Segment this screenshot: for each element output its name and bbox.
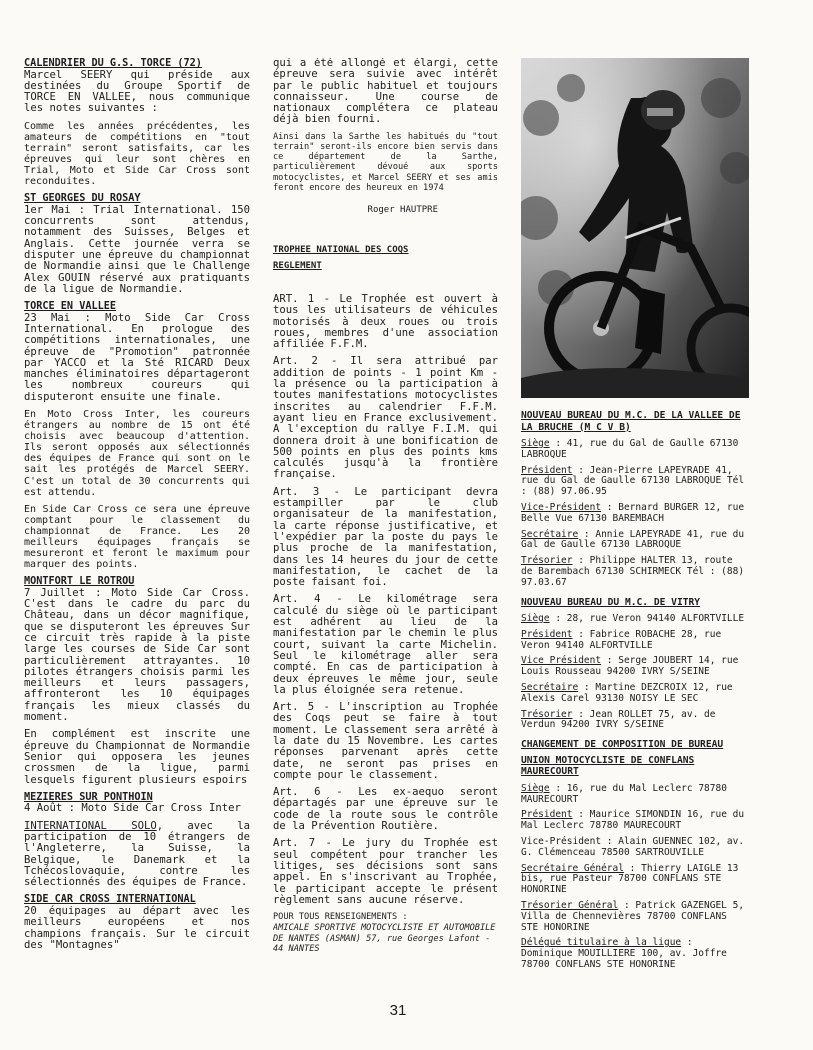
- bureau-entry: [521, 784, 749, 806]
- bureau-role-label: Président: [521, 464, 573, 476]
- inline-title: INTERNATIONAL SOLO: [24, 819, 157, 832]
- motorcycle-rider-image: [521, 58, 749, 398]
- bureau-entry: [521, 556, 749, 588]
- section-title: ST GEORGES DU ROSAY: [24, 193, 141, 205]
- bureau-role-text: : Jean ROLLET 75, av. de Verdun 94200 IVRY S/SEINE: [521, 708, 716, 731]
- bureau-entry: [521, 656, 749, 678]
- bureau-role-label: Président: [521, 628, 573, 640]
- bureau-role-label: Secrétaire: [521, 682, 579, 694]
- bureau-role-text: : Dominique MOUILLIERE 100, av. Joffre 78700 CONFLANS STE HONORINE: [521, 937, 727, 970]
- section-title: CHANGEMENT DE COMPOSITION DE BUREAU: [521, 739, 724, 751]
- paragraph: 20 équipages au départ avec les meilleurs européens et nos champions français. Sur le circuit des "Montagnes": [24, 904, 250, 951]
- bureau-role-text: : 16, rue du Mal Leclerc 78780 MAURECOURT: [521, 782, 727, 805]
- bureau-role-label: Trésorier: [521, 708, 573, 720]
- paragraph: Comme les années précédentes, les amateurs de compétitions en "tout terrain" seront satisfaits, car les épreuves qui leur sont chères en Trial, Moto et Side Car Cross sont reconduites.: [24, 120, 250, 188]
- bureau-entry: [521, 439, 749, 461]
- section-title: TROPHEE NATIONAL DES COQS: [273, 245, 409, 255]
- article: Art. 3 - Le participant devra estampiller par le club organisateur de la manifestation, la carte réponse justificative, et l'expédier par la poste du pays le plus proche de la manifestation, dans les 14 heures du jour de cette manifestation, le cachet de la poste faisant foi.: [273, 485, 498, 589]
- bureau-role-text: Vice-Président : Alain GUENNEC 102, av. G. Clémenceau 78500 SARTROUVILLE: [521, 835, 745, 858]
- paragraph: 23 Mai : Moto Side Car Cross International. En prologue des compétitions internationales, une épreuve de "Promotion" patronnée par YACCO et la Sté RICARD Deux manches éliminatoires départageront les nombreux coureurs qui disputeront ensuite une finale.: [24, 311, 250, 403]
- bureau-role-text: : Bernard BURGER 12, rue Belle Vue 67130 BAREMBACH: [521, 501, 745, 524]
- paragraph: 7 Juillet : Moto Side Car Cross. C'est dans le cadre du parc du Château, dans un décor magnifique, que se disputeront les épreuves Sur ce circuit très rapide à la piste large les courses de Side Car sont particulièrement attrayantes. 10 pilotes étrangers choisis parmi les meilleurs et leurs passagers, affronteront les 10 équipages français les mieux classés du moment.: [24, 586, 250, 724]
- bureau-entry: [521, 864, 749, 896]
- article: Art. 4 - Le kilométrage sera calculé du siège où le participant est adhérent au lieu de la manifestation par le chemin le plus court, suivant la carte Michelin. Seul le kilométrage aller sera compté. En cas de participation à deux épreuves le même jour, seule la plus éloignée sera retenue.: [273, 593, 498, 696]
- section-title: CALENDRIER DU G.S. TORCE (72): [24, 58, 202, 69]
- bureau-role-text: : Patrick GAZENGEL 5, Villa de Chennevières 78700 CONFLANS STE HONORINE: [521, 899, 745, 933]
- section-title: SIDE CAR CROSS INTERNATIONAL: [24, 894, 196, 906]
- section-title: NOUVEAU BUREAU DU M.C. DE VITRY: [521, 596, 701, 608]
- inline-text: , avec la participation de 10 étrangers de l'Angleterre, la Suisse, la Belgique, le Danemark et la Tchécoslovaquie, contre les sélectionnés des équipes de France.: [24, 819, 250, 889]
- bureau-entry: [521, 683, 749, 705]
- bureau-list: [521, 614, 749, 731]
- bureau-role-label: Secrétaire Général: [521, 862, 624, 874]
- paragraph: 4 Août : Moto Side Car Cross Inter: [24, 802, 241, 815]
- bureau-entry: [521, 837, 749, 859]
- section-title: MEZIERES SUR PONTHOIN: [24, 791, 153, 803]
- bureau-role-text: : Fabrice ROBACHE 28, rue Veron 94140 ALFORTVILLE: [521, 628, 722, 651]
- article: Art. 7 - Le jury du Trophée est seul compétent pour trancher les litiges, ses décisions sont sans appel. En s'inscrivant au Trophée, le participant accepte le présent règlement sans aucune réserve.: [273, 837, 498, 906]
- bureau-role-label: Trésorier: [521, 555, 573, 567]
- paragraph: En complément est inscrite une épreuve du Championnat de Normandie Senior qui opposera les jeunes crossmen de la ligue, parmi lesquels figurent plusieurs espoirs: [24, 728, 250, 786]
- article: Art. 6 - Les ex-aequo seront départagés par une épreuve sur le code de la route sous le contrôle de la Prévention Routière.: [273, 786, 498, 833]
- column-left: [24, 58, 250, 1003]
- bureau-entry: [521, 530, 749, 552]
- paragraph: Ainsi dans la Sarthe les habitués du "tout terrain" seront-ils encore bien servis dans ce département de la Sarthe, particulièrement dévoué aux sports motocyclistes, et Marcel SEERY et ses amis feront encore des heureux en 1974: [273, 131, 498, 193]
- bureau-role-text: : Thierry LAIGLE 13 bis, rue Pasteur 78700 CONFLANS STE HONORINE: [521, 862, 739, 896]
- section-subtitle: UNION MOTOCYCLISTE DE CONFLANS MAURECOURT: [521, 754, 695, 778]
- bureau-role-label: Siège: [521, 782, 550, 794]
- column-middle: [273, 58, 498, 1003]
- section-title: TORCE EN VALLEE: [24, 301, 117, 313]
- paragraph: [24, 821, 250, 889]
- bureau-role-text: : Serge JOUBERT 14, rue Louis Rousseau 94200 IVRY S/SEINE: [521, 655, 739, 678]
- bureau-role-label: Vice-Président: [521, 501, 602, 513]
- bureau-entry: [521, 614, 749, 625]
- bureau-entry: [521, 503, 749, 525]
- bureau-role-text: : Maurice SIMONDIN 16, rue du Mal Leclerc 78780 MAURECOURT: [521, 809, 745, 832]
- paragraph: En Moto Cross Inter, les coureurs étrangers au nombre de 15 ont été choisis avec beaucoup d'attention. Ils seront opposés aux sélectionnés des équipes de France qui sont on le sait les protégés de Marcel SEERY. C'est un total de 30 concurrents qui est attendu.: [24, 409, 250, 498]
- bureau-role-label: Trésorier Général: [521, 899, 619, 911]
- bureau-role-label: Président: [521, 809, 573, 821]
- bureau-entry: [521, 901, 749, 933]
- author-signature: Roger HAUTPRE: [367, 205, 438, 215]
- page-number: 31: [389, 1002, 407, 1019]
- paragraph: Marcel SEERY qui préside aux destinées du Groupe Sportif de TORCE EN VALLEE, nous communique les notes suivantes :: [24, 68, 250, 115]
- bureau-role-label: Délégué titulaire à la ligue: [521, 937, 682, 949]
- bureau-list: [521, 784, 749, 971]
- section-title: MONTFORT LE ROTROU: [24, 576, 135, 588]
- bureau-role-text: : 41, rue du Gal de Gaulle 67130 LABROQUE: [521, 438, 739, 460]
- article: ART. 1 - Le Trophée est ouvert à tous les utilisateurs de véhicules motorisés à deux roues ou trois roues, membres d'une association affiliée F.F.M.: [273, 293, 498, 351]
- section-subtitle: REGLEMENT: [273, 260, 322, 271]
- paragraph: 1er Mai : Trial International. 150 concurrents sont attendus, notamment des Suisses, Belges et Anglais. Cette journée verra se disputer une épreuve du championnat de Normandie ainsi que le Challenge Alex GOUIN réservé aux pratiquants de la ligue de Normandie.: [24, 203, 250, 295]
- bureau-role-label: Secrétaire: [521, 528, 579, 540]
- info-heading: POUR TOUS RENSEIGNEMENTS :: [273, 912, 408, 923]
- paragraph: En Side Car Cross ce sera une épreuve comptant pour le classement du championnat de France. Les 20 meilleurs équipages français se mesureront et feront le maximum pour marquer des points.: [24, 503, 250, 571]
- column-right: [521, 410, 749, 990]
- bureau-entry: [521, 466, 749, 498]
- article: Art. 5 - L'inscription au Trophée des Coqs peut se faire à tout moment. Le classement sera arrêté à la date du 15 Novembre. Les cartes réponses parvenant après cette date, ne seront pas prises en compte pour le classement.: [273, 701, 498, 781]
- bureau-role-label: Siège: [521, 613, 550, 625]
- bureau-role-text: : Annie LAPEYRADE 41, rue du Gal de Gaulle 67130 LABROQUE: [521, 528, 745, 551]
- bureau-role-label: Vice Président: [521, 655, 602, 667]
- rider-photo: [521, 58, 749, 398]
- bureau-role-text: : Jean-Pierre LAPEYRADE 41, rue du Gal de Gaulle 67130 LABROQUE Tél : (88) 97.06.95: [521, 464, 745, 498]
- section-title: NOUVEAU BUREAU DU M.C. DE LA VALLEE DE LA BRUCHE (M C V B): [521, 410, 741, 433]
- bureau-entry: [521, 938, 749, 970]
- bureau-role-text: : Martine DEZCROIX 12, rue Alexis Carel 93130 NOISY LE SEC: [521, 682, 733, 704]
- bureau-entry: [521, 630, 749, 652]
- bureau-role-text: : Philippe HALTER 13, route de Barembach 67130 SCHIRMECK Tél : (88) 97.03.67: [521, 555, 745, 588]
- info-address: AMICALE SPORTIVE MOTOCYCLISTE ET AUTOMOBILE DE NANTES (ASMAN) 57, rue Georges Lafont - 44 NANTES: [273, 923, 496, 954]
- bureau-entry: [521, 710, 749, 732]
- bureau-list: [521, 439, 749, 589]
- article: Art. 2 - Il sera attribué par addition de points - 1 point Km - la présence ou la participation à toutes manifestations motocyclistes inscrites au calendrier F.F.M. ayant lieu en France exclusivement. A l'exception du rallye F.I.M. qui donnera droit à une bonification de 500 points en plus des points kms calculés jusqu'à la frontière française.: [273, 355, 498, 481]
- bureau-role-label: Siège: [521, 438, 550, 449]
- bureau-role-text: : 28, rue Veron 94140 ALFORTVILLE: [549, 613, 745, 625]
- bureau-entry: [521, 810, 749, 832]
- paragraph: qui a été allongé et élargi, cette épreuve sera suivie avec intérêt par le public habituel et toujours connaisseur. Une course de nationaux complétera ce plateau déjà bien fourni.: [273, 58, 498, 126]
